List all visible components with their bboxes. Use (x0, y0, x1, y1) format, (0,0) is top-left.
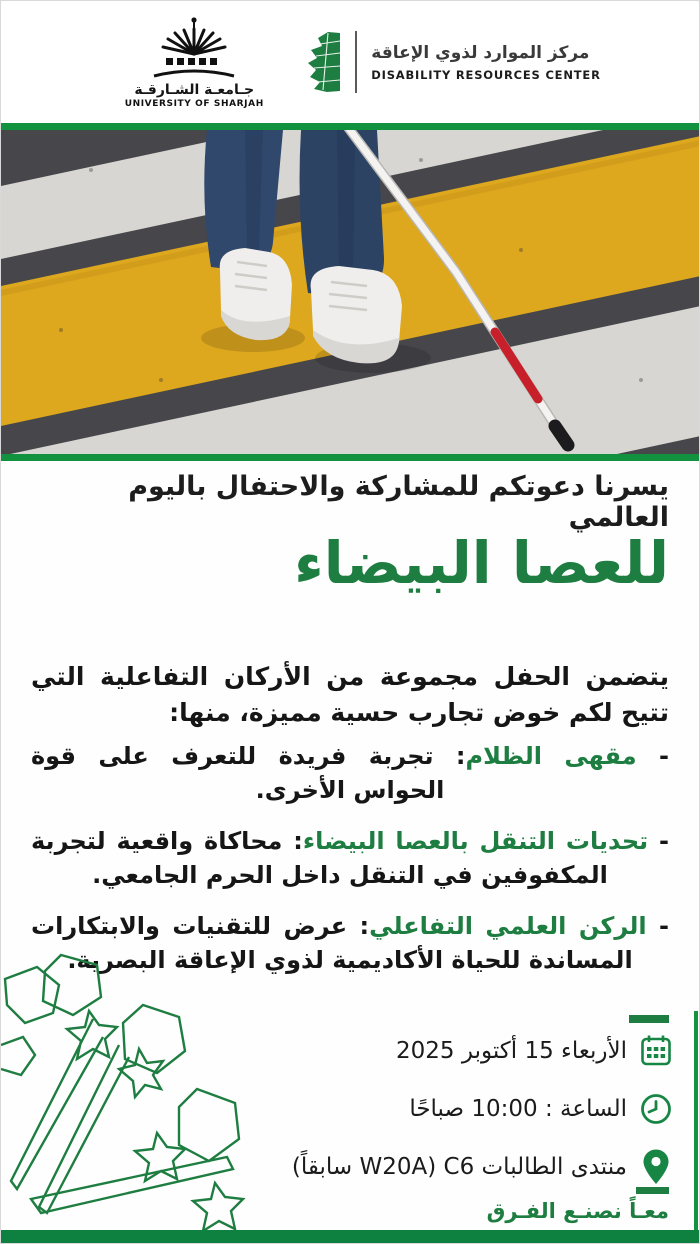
dome-icon (142, 16, 246, 80)
term-separator: : (433, 742, 466, 770)
photo-top-border (1, 123, 700, 130)
location-pin-icon (639, 1149, 673, 1185)
logo-divider (355, 31, 357, 93)
photo-bottom-border (1, 454, 700, 461)
clock-icon (639, 1091, 673, 1127)
center-name-english: DISABILITY RESOURCES CENTER (371, 67, 601, 82)
university-name-english: UNIVERSITY OF SHARJAH (124, 98, 264, 109)
event-details (243, 1033, 673, 1185)
geometric-pattern (1, 949, 263, 1235)
description-paragraph: يتضمن الحفل مجموعة من الأركان التفاعلية التي تتيح لكم خوض تجارب حسية مميزة، منها: (31, 662, 669, 727)
date-row (243, 1033, 673, 1069)
bullet-dash: - (636, 742, 670, 770)
invitation-intro: يسرنا دعوتكم للمشاركة والاحتفال باليوم العالمي (128, 471, 669, 533)
event-location: منتدى الطالبات C6 (W20A سابقاً) (291, 1154, 627, 1180)
event-time: الساعة : 10:00 صباحًا (409, 1096, 627, 1122)
university-name-arabic: جـامعـة الشـارقـة (134, 81, 255, 98)
activity-term: تحديات التنقل بالعصا البيضاء (302, 827, 649, 856)
bullet-dash: - (646, 912, 669, 941)
term-separator: : (347, 912, 370, 941)
hero-photo-frame (1, 123, 700, 461)
activity-description: محاكاة واقعية لتجربة المكفوفين في التنقل داخل الحرم الجامعي. (31, 827, 608, 890)
event-date: الأربعاء 15 أكتوبر 2025 (396, 1038, 627, 1064)
term-separator: : (282, 827, 303, 856)
drc-mosaic-icon (307, 30, 341, 94)
list-item-dark-cafe (31, 739, 669, 807)
center-name-arabic: مركز الموارد لذوي الإعاقة (371, 42, 590, 63)
accent-dash-bottom (636, 1187, 669, 1194)
crosswalk-photo-illustration (1, 130, 700, 454)
accent-vertical-line (694, 1011, 698, 1233)
event-title: للعصا البيضاء (294, 529, 669, 597)
activity-description: عرض للتقنيات والابتكارات المساندة للحياة الأكاديمية لذوي الإعاقة البصرية. (31, 912, 633, 975)
motto-text: معـاً نصنـع الفـرق (486, 1199, 669, 1223)
activity-description: تجربة فريدة للتعرف على قوة الحواس الأخرى. (31, 742, 445, 805)
crosswalk-photo (1, 130, 700, 454)
time-row (243, 1091, 673, 1127)
header (1, 1, 699, 123)
center-logo-text (371, 43, 600, 82)
bullet-dash: - (648, 827, 670, 856)
location-row (243, 1149, 673, 1185)
university-logo (99, 16, 289, 109)
activity-term: الركن العلمي التفاعلي (369, 912, 647, 941)
footer-green-bar (1, 1230, 700, 1243)
activity-term: مقهى الظلام (465, 742, 637, 770)
calendar-icon (639, 1033, 673, 1069)
accent-dash-top (629, 1015, 669, 1023)
list-item-cane-challenge (31, 824, 669, 892)
